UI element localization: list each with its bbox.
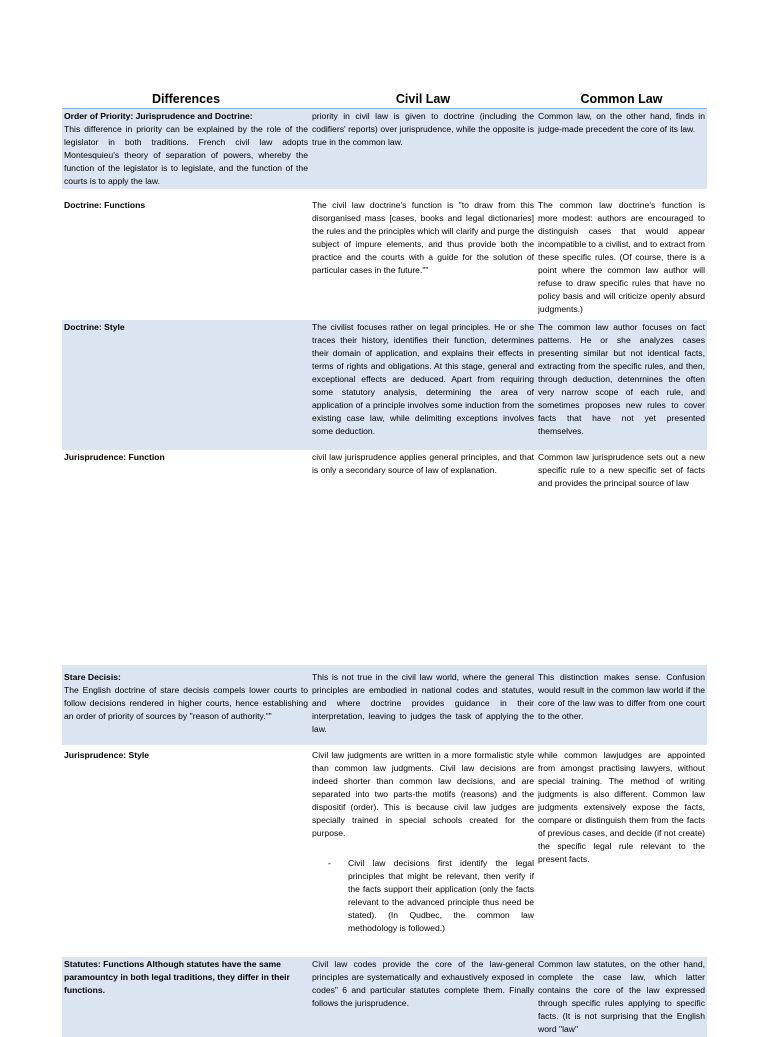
table-row	[62, 665, 707, 745]
difference-label: Jurisprudence: Style	[64, 750, 150, 760]
civil-law-cell: The civilist focuses rather on legal principles. He or she traces their history, identifies their function, determines their domain of application, and explains their effects in terms of rights and obligations. At this stage, general and exceptional effects are deduced. Apart from requiring some statutory analysis, determining the area of application of a principle involves some induction from the existing case law, while delimiting exceptions involves some deduction.	[310, 320, 536, 450]
header-common-law: Common Law	[536, 89, 707, 109]
civil-law-text: Civil law judgments are written in a more formalistic style than common law judgments. Civil law decisions are indeed shorter than common law decisions, and are separated into two parts-the motifs (reasons) and the dispositif (order). This is because civil law judges are specially trained in special schools created for the purpose.	[312, 750, 534, 838]
civil-law-cell: civil law jurisprudence applies general principles, and that is only a secondary source of law of explanation.	[312, 452, 534, 475]
comparison-table	[62, 89, 707, 1037]
common-law-cell: Common law statutes, on the other hand, complete the case law, which latter contains the core of the law expressed through specific rules applying to specific facts. (It is not surprising that the English word "law"	[536, 957, 707, 1037]
bullet-text: Civil law decisions first identify the legal principles that might be relevant, then verify if the facts support their application (only the facts relevant to the advanced principle thus need be stated). (In Qudbec, the common law methodology is followed.)	[348, 858, 534, 933]
common-law-cell: This distinction makes sense. Confusion would result in the common law world if the core of the law was to differ from one court to the other.	[536, 665, 707, 745]
difference-label: Doctrine: Functions	[64, 200, 146, 210]
civil-law-cell: The civil law doctrine's function is "to draw from this disorganised mass [cases, books and legal dictionaries] the rules and the principles which will clarify and purge the subject of impure elements, and thus provide both the practice and the courts with a guide for the solution of particular cases in the future.""	[312, 200, 534, 275]
difference-label: Stare Decisis:	[64, 672, 121, 682]
table-row	[62, 189, 707, 320]
civil-law-cell: This is not true in the civil law world, where the general principles are embodied in national codes and statutes, and where doctrine provides guidance in their interpretation, leaving to judges the task of applying the law.	[310, 665, 536, 745]
common-law-cell: while common lawjudges are appointed from amongst practising lawyers, without special training. The method of writing judgments is also different. Common law judgments extensively expose the facts, compare or distinguish them from the facts of previous cases, and decide (if not create) the specific legal rule relevant to the present facts.	[538, 750, 705, 864]
common-law-cell: Common law jurisprudence sets out a new specific rule to a new specific set of facts and provides the principal source of law	[538, 452, 705, 488]
header-differences: Differences	[62, 89, 310, 109]
table-row	[62, 109, 707, 190]
difference-label: Doctrine: Style	[64, 322, 125, 332]
common-law-cell: The common law doctrine's function is more modest: authors are encouraged to distinguish cases that would appear incompatible to a civilist, and to extract from these specific rules. (Of course, there is a point where the common law author will refuse to draw specific rules that have no policy basis and will criticize openly absurd judgments.)	[538, 200, 705, 314]
table-row	[62, 450, 707, 665]
difference-cell	[62, 109, 310, 190]
table-row	[62, 957, 707, 1037]
bullet-dash: -	[328, 858, 331, 868]
common-law-cell: Common law, on the other hand, finds in judge-made precedent the core of its law.	[536, 109, 707, 190]
difference-cell	[62, 320, 310, 450]
civil-law-cell	[310, 745, 536, 957]
civil-law-cell: Civil law codes provide the core of the law-general principles are systematically and exhaustively exposed in codes" 6 and particular statutes complete them. Finally follows the jurisprudence.	[310, 957, 536, 1037]
table-row	[62, 320, 707, 450]
difference-label: Statutes: Functions Although statutes have the same paramountcy in both legal traditions, they differ in their functions.	[64, 959, 290, 995]
header-civil-law: Civil Law	[310, 89, 536, 109]
header-row	[62, 89, 707, 109]
bullet-item	[312, 857, 534, 935]
difference-label: Order of Priority: Jurisprudence and Doctrine:	[64, 111, 253, 121]
difference-label: Jurisprudence: Function	[64, 452, 165, 462]
difference-cell	[62, 189, 310, 320]
difference-text: This difference in priority can be explained by the role of the legislator in both traditions. French civil law adopts Montesquieu's theory of separation of powers, whereby the function of the legislator is to legislate, and the function of the courts is to apply the law.	[64, 124, 308, 186]
difference-cell	[62, 745, 310, 957]
difference-cell	[62, 957, 310, 1037]
difference-cell	[62, 450, 310, 665]
difference-cell	[62, 665, 310, 745]
common-law-cell: The common law author focuses on fact patterns. He or she analyzes cases presenting similar but not identical facts, extracting from the specific rules, and then, through deduction, detenrnines the often very narrow scope of each rule, and sometimes proposes new rules to cover facts that have not yet presented themselves.	[536, 320, 707, 450]
comparison-page	[62, 89, 707, 1037]
difference-text: The English doctrine of stare decisis compels lower courts to follow decisions rendered in higher courts, hence establishing an order of priority of sources by "reason of authority.""	[64, 685, 308, 721]
civil-law-cell: priority in civil law is given to doctrine (including the codifiers' reports) over jurisprudence, while the opposite is true in the common law.	[310, 109, 536, 190]
table-row	[62, 745, 707, 957]
